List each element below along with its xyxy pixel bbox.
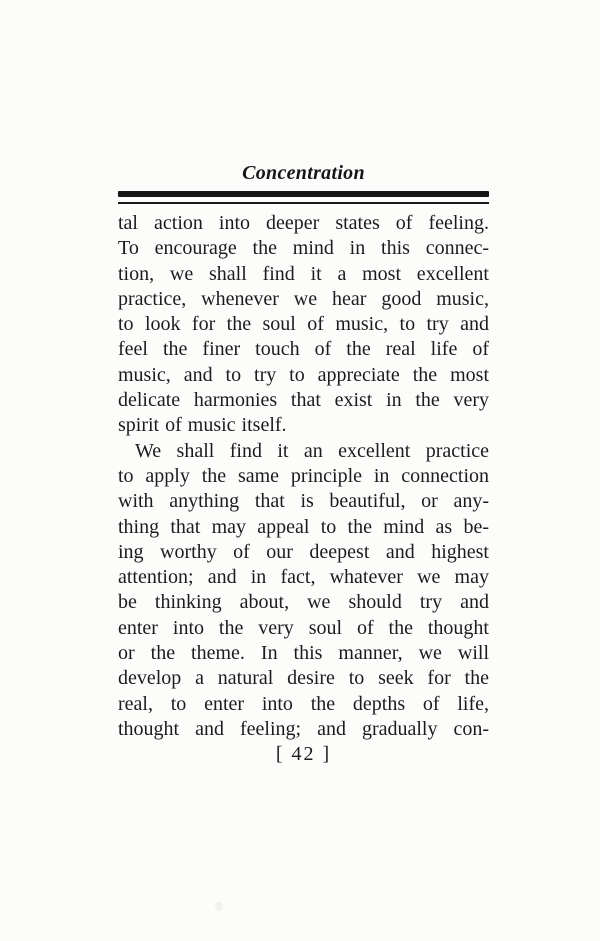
paragraph [118, 211, 489, 439]
text-line: ing worthy of our deepest and highest [118, 540, 489, 563]
scan-smudge [215, 902, 223, 911]
book-page [118, 160, 489, 768]
text-line: thing that may appeal to the mind as be- [118, 515, 489, 538]
page-title: Concentration [242, 162, 365, 184]
text-line: develop a natural desire to seek for the [118, 667, 489, 690]
text-line: practice, whenever we hear good music, [118, 287, 489, 310]
text-line: enter into the very soul of the thought [118, 616, 489, 639]
header-rule-thin [118, 202, 489, 204]
text-line: to look for the soul of music, to try and [118, 313, 489, 336]
text-line: delicate harmonies that exist in the very [118, 389, 489, 412]
text-line: spirit of music itself. [118, 414, 287, 437]
text-line: with anything that is beautiful, or any- [118, 490, 489, 513]
text-line: thought and feeling; and gradually con- [118, 717, 489, 740]
header-rule-thick [118, 191, 489, 197]
text-line: to apply the same principle in connection [118, 464, 489, 487]
text-line: tal action into deeper states of feeling. [118, 212, 489, 234]
text-line: real, to enter into the depths of life, [118, 692, 489, 715]
text-line: or the theme. In this manner, we will [118, 642, 489, 665]
text-line: feel the finer touch of the real life of [118, 338, 489, 361]
text-line: To encourage the mind in this connec- [118, 237, 489, 260]
text-line: attention; and in fact, whatever we may [118, 566, 489, 589]
text-line: be thinking about, we should try and [118, 591, 489, 614]
paragraph [118, 439, 489, 743]
body-text [118, 211, 489, 742]
text-line: music, and to try to appreciate the most [118, 363, 489, 386]
text-line: tion, we shall find it a most excellent [118, 262, 489, 285]
page-number: [ 42 ] [275, 743, 332, 766]
text-line: We shall find it an excellent practice [135, 439, 489, 462]
